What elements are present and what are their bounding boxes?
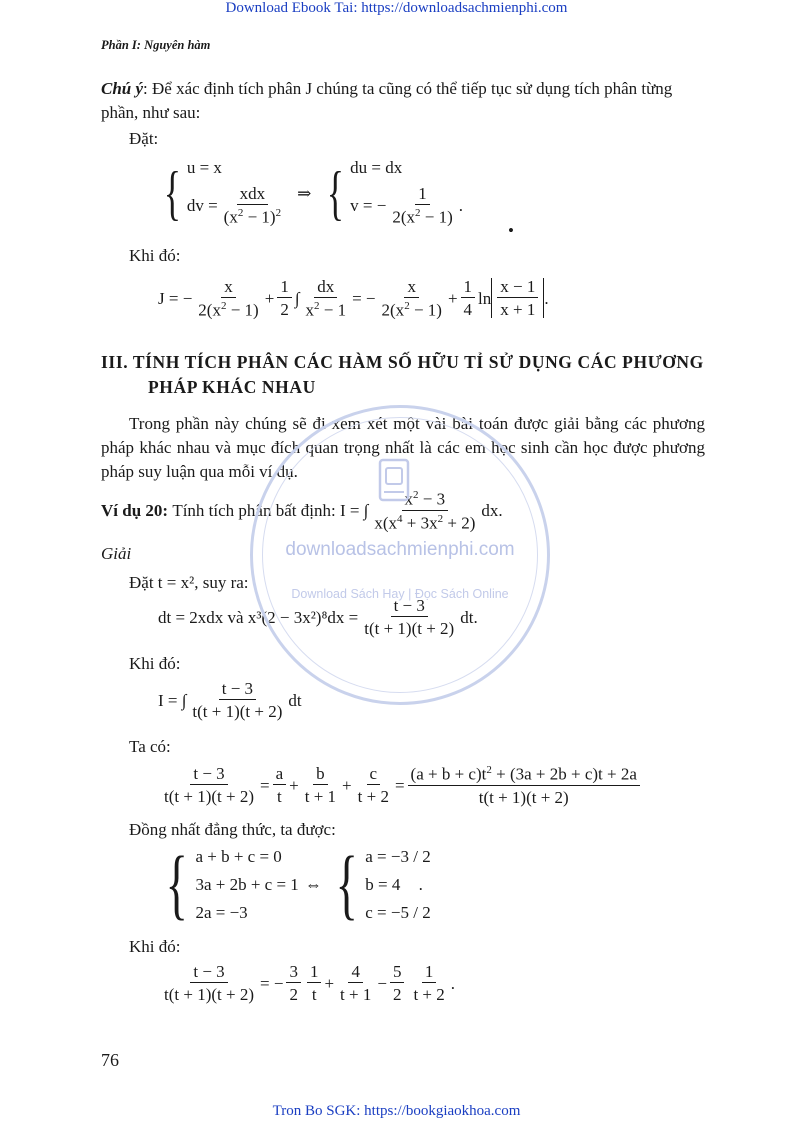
label-khi-do-3: Khi đó: xyxy=(129,937,181,956)
section-title-line1: III. TÍNH TÍCH PHÂN CÁC HÀM SỐ HỮU TỈ SỬ DỤNG CÁC PHƯƠNG xyxy=(101,352,704,372)
label-dong-nhat: Đồng nhất đẳng thức, ta được: xyxy=(129,820,336,839)
subst-line: Đặt t = x², suy ra: xyxy=(129,573,249,592)
example-20: Ví dụ 20: Tính tích phân bất định: I = ∫ $\frac{x^2 - 3}{x(x^4 + 3x^2 + 2)}$ dx. xyxy=(101,489,503,533)
formula-decomposition: $\frac{t - 3}{t(t + 1)(t + 2)}$ = − $\frac{3}{2}$ $\frac{1}{t}$ + $\frac{4}{t + 1}$ − $\frac{5}{2}$ $\frac{1}{t + 2}$ . xyxy=(164,962,455,1004)
formula-by-parts-system: { u = x dv = $\frac{\text{xdx}}{(x^2 - 1)^2}$ ⇒ { du = dx v = − $\frac{1}{2(x^2 - 1)}$ . xyxy=(163,157,463,227)
dt-numerator: t − 3 xyxy=(391,597,428,617)
label-khi-do-1: Khi đó: xyxy=(129,246,181,265)
dt-denominator: t(t + 1)(t + 2) xyxy=(364,619,455,638)
page-number: 76 xyxy=(101,1050,119,1070)
formula-coefficient-system: { a + b + c = 0 3a + 2b + c = 1 2a = −3 ⇔ { a = −3 / 2 b = 4 . c = −5 / 2 xyxy=(165,839,431,927)
note-lead: Chú ý xyxy=(101,79,144,98)
header-download-link[interactable]: Download Ebook Tai: https://downloadsachmienphi.com xyxy=(225,0,568,16)
dt-tail: dt. xyxy=(460,607,478,627)
watermark-site: downloadsachmienphi.com xyxy=(285,539,515,560)
watermark-tagline: Download Sách Hay | Đọc Sách Online xyxy=(291,587,509,601)
dt-equation: dt = 2xdx và x³(2 − 3x²)⁸dx = xyxy=(158,607,359,627)
running-head: Phần I: Nguyên hàm xyxy=(101,38,211,52)
label-giai: Giải xyxy=(101,544,132,563)
note-paragraph xyxy=(101,77,705,125)
section-title xyxy=(101,350,704,400)
label-dat: Đặt: xyxy=(129,129,159,148)
label-ta-co: Ta có: xyxy=(129,737,171,756)
label-khi-do-2: Khi đó: xyxy=(129,654,181,673)
formula-partial-fractions: $\frac{t - 3}{t(t + 1)(t + 2)}$ = $\frac{a}{t}$ + $\frac{b}{t + 1}$ + $\frac{c}{t + 2}$ = $\frac{(a + b + c)t^2 + (3a + 2b + c)t + 2a}{t(t + 1)(t + 2)}$ xyxy=(158,765,643,806)
footer-link[interactable]: Tron Bo SGK: https://bookgiaokhoa.com xyxy=(272,1103,521,1119)
section-title-line2: PHÁP KHÁC NHAU xyxy=(148,377,316,397)
formula-i-integral: I = ∫ $\frac{t - 3}{t(t + 1)(t + 2)}$ dt xyxy=(158,679,302,721)
section-intro: Trong phần này chúng sẽ đi xem xét một vài bài toán được giải bằng các phương pháp khác nhau và mục đích quan trọng nhất là các em học sinh cần học được phương pháp suy luận qua mỗi ví dụ. xyxy=(101,414,705,481)
note-text: : Để xác định tích phân J chúng ta cũng có thể tiếp tục sử dụng tích phân từng phần, như sau: xyxy=(101,79,673,122)
formula-dt xyxy=(158,597,478,637)
example-text: Tính tích phân bất định: xyxy=(172,500,336,520)
stray-dot: • xyxy=(508,221,514,240)
example-label: Ví dụ 20: xyxy=(101,500,169,520)
formula-j-result: J = − $\frac{x}{2(x^2 - 1)}$ + $\frac{1}{2}$ ∫ $\frac{dx}{x^2 - 1}$ = − $\frac{x}{2(x^2 - 1)}$ + $\frac{1}{4}$ ln $\frac{x - 1}{x + 1}$ . xyxy=(158,277,549,320)
